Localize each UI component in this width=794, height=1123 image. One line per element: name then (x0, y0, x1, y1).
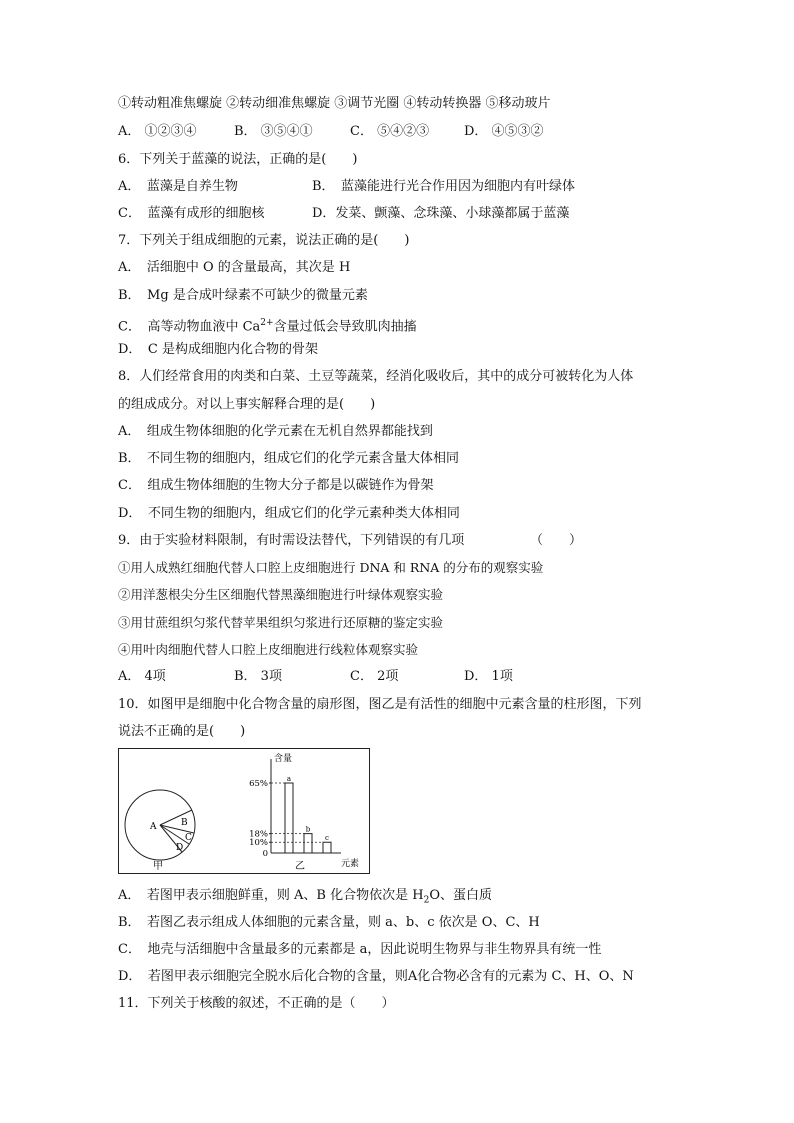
q10-option-a[interactable] (118, 888, 492, 909)
bar-c (323, 842, 331, 853)
bar-y-axis-label: 含量 (274, 754, 293, 764)
q10-figure-svg (119, 749, 369, 873)
bar-tick-label: 65% (249, 779, 268, 789)
q10-a-sub: 2 (423, 895, 430, 906)
q10-a-post: O、蛋白质 (429, 888, 492, 903)
pie-label-a: A (150, 822, 157, 832)
q11-stem: 11．下列关于核酸的叙述，不正确的是（ ） (118, 996, 395, 1011)
pie-caption-jia: 甲 (153, 861, 163, 872)
q7-c-sup: 2+ (260, 318, 274, 328)
q8-stem-1: 8．人们经常食用的肉类和白菜、土豆等蔬菜，经消化吸收后，其中的成分可被转化为人体 (118, 369, 634, 384)
q8-option-a[interactable]: A． 组成生物体细胞的化学元素在无机自然界都能找到 (118, 424, 433, 439)
q9-option-c[interactable]: C． 2项 (350, 669, 399, 684)
bar-tick-label: 10% (249, 838, 268, 849)
pie-label-d: D (176, 843, 184, 853)
q7-option-b[interactable]: B． Mg 是合成叶绿素不可缺少的微量元素 (118, 288, 368, 303)
q10-figure (118, 748, 370, 874)
q9-item-3: ③用甘蔗组织匀浆代替苹果组织匀浆进行还原糖的鉴定实验 (118, 615, 444, 630)
q9-option-a[interactable]: A． 4项 (118, 669, 166, 684)
q9-answer-paren: （ ） (530, 533, 583, 548)
q9-item-2: ②用洋葱根尖分生区细胞代替黑藻细胞进行叶绿体观察实验 (118, 587, 444, 602)
q8-stem-2: 的组成成分。对以上事实解释合理的是( ) (118, 397, 376, 412)
q10-option-c[interactable]: C． 地壳与活细胞中含量最多的元素都是 a，因此说明生物界与非生物界具有统一性 (118, 942, 602, 957)
q9-stem (118, 533, 583, 549)
bar-caption-yi: 乙 (295, 861, 305, 872)
q9-stem-text: 9．由于实验材料限制，有时需设法替代，下列错误的有几项 (118, 533, 465, 548)
q7-stem: 7．下列关于组成细胞的元素，说法正确的是( ) (118, 233, 410, 248)
q10-stem-1: 10．如图甲是细胞中化合物含量的扇形图，图乙是有活性的细胞中元素含量的柱形图，下列 (118, 697, 642, 712)
q5-steps: ①转动粗准焦螺旋 ②转动细准焦螺旋 ③调节光圈 ④转动转换器 ⑤移动玻片 (118, 96, 551, 111)
bar-chart (249, 752, 359, 872)
q8-option-d[interactable]: D． 不同生物的细胞内，组成它们的化学元素种类大体相同 (118, 506, 460, 521)
q6-option-a[interactable]: A． 蓝藻是自养生物 (118, 179, 238, 194)
pie-label-b: B (181, 818, 188, 828)
q7-c-pre: C． 高等动物血液中 Ca (118, 319, 261, 335)
q6-option-d[interactable]: D．发菜、颤藻、念珠藻、小球藻都属于蓝藻 (312, 206, 570, 221)
q5-option-c[interactable]: C． ⑤④②③ (350, 124, 430, 139)
bar-x-axis-label: 元素 (341, 859, 360, 869)
q9-option-b[interactable]: B． 3项 (234, 669, 282, 684)
q6-stem: 6．下列关于蓝藻的说法，正确的是( ) (118, 152, 358, 167)
q10-a-pre: A． 若图甲表示细胞鲜重，则 A、B 化合物依次是 H (118, 888, 424, 903)
q10-option-d[interactable]: D． 若图甲表示细胞完全脱水后化合物的含量，则A化合物必含有的元素为 C、H、O、N (118, 969, 634, 984)
bar-tick-label: 18% (249, 829, 268, 840)
bar-label-a: a (286, 775, 292, 783)
q10-stem-2: 说法不正确的是( ) (118, 724, 246, 739)
q7-option-d[interactable]: D． C 是构成细胞内化合物的骨架 (118, 342, 319, 357)
q5-option-b[interactable]: B． ③⑤④① (234, 124, 313, 139)
q7-option-a[interactable]: A． 活细胞中 O 的含量最高，其次是 H (118, 260, 351, 275)
q9-item-1: ①用人成熟红细胞代替人口腔上皮细胞进行 DNA 和 RNA 的分布的观察实验 (118, 560, 544, 575)
q10-option-b[interactable]: B． 若图乙表示组成人体细胞的元素含量，则 a、b、c 依次是 O、C、H (118, 915, 540, 930)
q8-option-b[interactable]: B． 不同生物的细胞内，组成它们的化学元素含量大体相同 (118, 451, 460, 466)
bar-label-b: b (305, 825, 311, 834)
q6-option-c[interactable]: C． 蓝藻有成形的细胞核 (118, 206, 265, 221)
pie-chart (125, 790, 195, 872)
pie-label-c: C (185, 833, 192, 843)
q7-option-c[interactable] (118, 315, 417, 335)
q8-option-c[interactable]: C． 组成生物体细胞的生物大分子都是以碳链作为骨架 (118, 478, 434, 493)
bar-b (304, 834, 312, 853)
bar-tick-label: 0 (262, 849, 268, 859)
q5-option-d[interactable]: D． ④⑤③② (464, 124, 544, 139)
q7-c-post: 含量过低会导致肌肉抽搐 (273, 319, 417, 335)
q6-option-b[interactable]: B． 蓝藻能进行光合作用因为细胞内有叶绿体 (312, 179, 576, 194)
q5-option-a[interactable]: A． ①②③④ (118, 124, 197, 139)
q9-item-4: ④用叶肉细胞代替人口腔上皮细胞进行线粒体观察实验 (118, 642, 419, 657)
q9-option-d[interactable]: D． 1项 (464, 669, 513, 684)
bar-label-c: c (325, 834, 329, 843)
